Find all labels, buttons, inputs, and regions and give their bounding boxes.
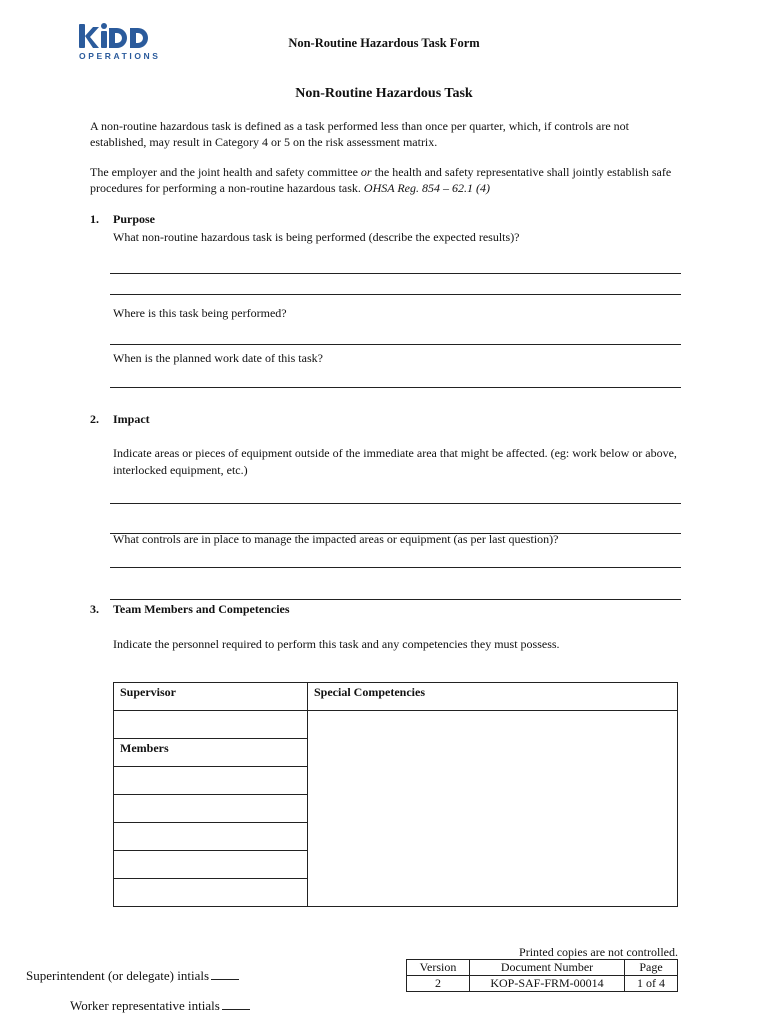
superintendent-initials-field[interactable] — [211, 968, 239, 980]
purpose-question-date: When is the planned work date of this task? — [113, 351, 323, 365]
form-header-title: Non-Routine Hazardous Task Form — [288, 36, 480, 50]
intro-definition: A non-routine hazardous task is defined as a task performed less than once per quarter, which, if controls are not established, may result in Category 4 or 5 on the risk assessment matrix. — [90, 119, 630, 149]
section-2-number: 2. — [90, 412, 99, 426]
worker-initials-field[interactable] — [222, 998, 250, 1010]
member-cell[interactable] — [114, 767, 308, 795]
answer-line[interactable] — [110, 344, 681, 345]
purpose-question-task: What non-routine hazardous task is being performed (describe the expected results)? — [113, 230, 520, 244]
answer-line[interactable] — [110, 503, 681, 504]
supervisor-header: Supervisor — [114, 683, 308, 711]
members-header: Members — [114, 739, 308, 767]
regulation-reference: OHSA Reg. 854 – 62.1 (4) — [363, 181, 490, 195]
supervisor-cell[interactable] — [114, 711, 308, 739]
printed-copies-note: Printed copies are not controlled. — [519, 945, 678, 959]
member-cell[interactable] — [114, 851, 308, 879]
impact-question-areas: Indicate areas or pieces of equipment outside of the immediate area that might be affected. (eg: work below or above, interlocked equipment, etc.) — [113, 446, 677, 477]
impact-question-controls: What controls are in place to manage the impacted areas or equipment (as per last question)? — [113, 532, 559, 546]
purpose-question-location: Where is this task being performed? — [113, 306, 287, 320]
logo-subtext: OPERATIONS — [79, 51, 161, 61]
answer-line[interactable] — [110, 567, 681, 568]
answer-line[interactable] — [110, 273, 681, 274]
section-purpose-title: Purpose — [113, 212, 155, 226]
document-number-value: KOP-SAF-FRM-00014 — [470, 976, 625, 992]
section-impact-title: Impact — [113, 412, 150, 426]
version-value: 2 — [407, 976, 470, 992]
answer-line[interactable] — [110, 294, 681, 295]
page-value: 1 of 4 — [625, 976, 678, 992]
answer-line[interactable] — [110, 599, 681, 600]
member-cell[interactable] — [114, 879, 308, 907]
member-cell[interactable] — [114, 823, 308, 851]
special-competencies-cell[interactable] — [308, 711, 678, 907]
section-team-title: Team Members and Competencies — [113, 602, 290, 616]
superintendent-initials: Superintendent (or delegate) intials — [26, 968, 239, 984]
document-title: Non-Routine Hazardous Task — [295, 86, 473, 101]
special-competencies-header: Special Competencies — [308, 683, 678, 711]
team-instruction: Indicate the personnel required to perform this task and any competencies they must possess. — [113, 637, 560, 651]
version-header: Version — [407, 960, 470, 976]
member-cell[interactable] — [114, 795, 308, 823]
worker-initials: Worker representative intials — [70, 998, 250, 1014]
document-number-header: Document Number — [470, 960, 625, 976]
document-control-table — [406, 959, 678, 992]
answer-line[interactable] — [110, 387, 681, 388]
intro-procedure: The employer and the joint health and safety committee or the health and safety representative shall jointly establish safe procedures for performing a non-routine hazardous task. OHSA Reg. 854 – 62.1 (4) — [90, 165, 672, 195]
team-members-table — [113, 682, 678, 907]
section-1-number: 1. — [90, 212, 99, 226]
section-3-number: 3. — [90, 602, 99, 616]
page-header: Page — [625, 960, 678, 976]
